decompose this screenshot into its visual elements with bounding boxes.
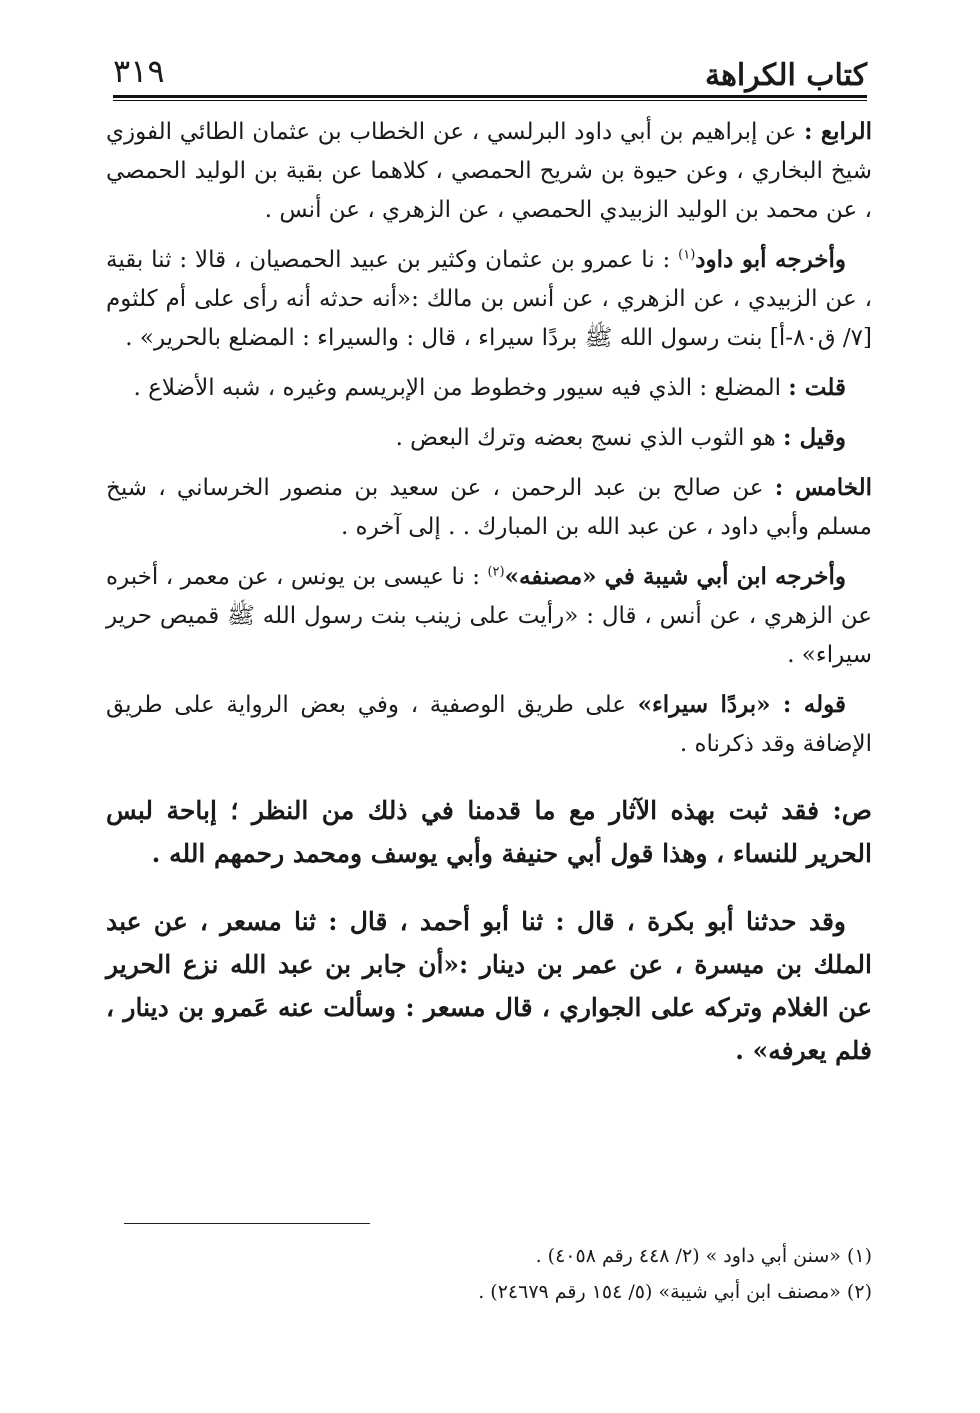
page-number: ٣١٩ [113, 52, 165, 90]
paragraph-qawluhu [106, 685, 872, 764]
footnote-ref[interactable]: (١) [678, 247, 696, 263]
running-title: كتاب الكراهة [705, 58, 867, 93]
footnote-separator [124, 1223, 370, 1224]
paragraph-lead: وأخرجه أبو داود [695, 246, 847, 273]
paragraph-abu-dawud [106, 240, 872, 358]
paragraph-text: : نا عيسى بن يونس ، عن معمر ، أخبره عن الزهري ، عن أنس ، قال : «رأيت على زينب بنت رسول الله ﷺ قميص حرير سيراء» . [106, 564, 872, 668]
paragraph-lead: الرابع : [804, 118, 872, 145]
footnote-ref[interactable]: (٢) [487, 564, 505, 580]
page-header [113, 52, 867, 92]
footnotes [106, 1238, 872, 1310]
paragraph-text: عن صالح بن عبد الرحمن ، عن سعيد بن منصور الخرساني ، شيخ مسلم وأبي داود ، عن عبد الله بن المبارك . . إلى آخره . [106, 475, 872, 540]
paragraph-text: هو الثوب الذي نسج بعضه وترك البعض . [395, 425, 784, 451]
paragraph-lead: وقيل : [783, 424, 846, 451]
paragraph-qultu [106, 368, 872, 408]
paragraph-text: على طريق الوصفية ، وفي بعض الرواية على طريق الإضافة وقد ذكرناه . [106, 692, 872, 757]
paragraph-lead: وأخرجه ابن أبي شيبة في «مصنفه» [504, 563, 847, 590]
footnote-1: (١) «سنن أبي داود » (٢/ ٤٤٨ رقم ٤٠٥٨) . [535, 1245, 872, 1267]
paragraph-ibn-abi-shayba [106, 557, 872, 675]
paragraph-lead: الخامس : [774, 474, 872, 501]
paragraph-text: : نا عمرو بن عثمان وكثير بن عبيد الحمصيان ، قالا : ثنا بقية ، عن الزبيدي ، عن الزهري ، عن أنس بن مالك :«أنه حدثه أنه رأى على أم كلثوم [٧/ ق٨٠-أ] بنت رسول الله ﷺ بردًا سيراء ، قال : والسيراء : المضلع بالحرير» . [106, 247, 873, 351]
paragraph-qila [106, 418, 872, 458]
main-text-sad: ص: فقد ثبت بهذه الآثار مع ما قدمنا في ذلك من النظر ؛ إباحة لبس الحرير للنساء ، وهذا قول أبي حنيفة وأبي يوسف ومحمد رحمهم الله . [106, 796, 872, 868]
paragraph-text: عن إبراهيم بن أبي داود البرلسي ، عن الخطاب بن عثمان الطائي الفوزي شيخ البخاري ، وعن حيوة بن شريح الحمصي ، كلاهما عن بقية بن الوليد الحمصي ، عن محمد بن الوليد الزبيدي الحمصي ، عن الزهري ، عن أنس . [106, 119, 872, 223]
paragraph-khamis [106, 468, 872, 547]
page-body [106, 112, 872, 1082]
header-rule [113, 95, 867, 98]
header-rule-thin [113, 100, 867, 101]
paragraph-text: المضلع : الذي فيه سيور وخطوط من الإبريسم وغيره ، شبه الأضلاع . [133, 375, 789, 401]
main-text-hadith: وقد حدثنا أبو بكرة ، قال : ثنا أبو أحمد ، قال : ثنا مسعر ، عن عبد الملك بن ميسرة ، عن عمر بن دينار :«أن جابر بن عبد الله نزع الحرير عن الغلام وتركه على الجواري ، قال مسعر : وسألت عنه عَمرو بن دينار ، فلم يعرفه» . [106, 907, 872, 1065]
paragraph-rabi [106, 112, 872, 230]
paragraph-lead: قلت : [788, 374, 846, 401]
paragraph-lead: قوله : «بردًا سيراء» [637, 691, 846, 718]
footnote-2: (٢) «مصنف ابن أبي شيبة» (٥/ ١٥٤ رقم ٢٤٦٧٩) . [478, 1281, 872, 1303]
